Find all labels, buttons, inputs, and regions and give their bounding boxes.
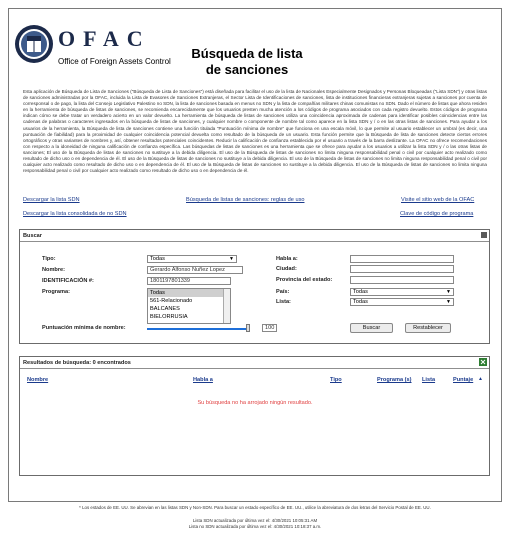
search-panel-title: Buscar (23, 233, 42, 239)
treasury-seal-icon (14, 24, 54, 64)
visit-ofac-link[interactable]: Visite el sitio web de la OFAC (401, 197, 475, 203)
min-score-slider-thumb[interactable] (246, 324, 250, 332)
program-option[interactable]: 561-Relacionado (150, 298, 193, 304)
id-label: IDENTIFICACIÓN #: (42, 278, 94, 284)
program-listbox[interactable] (147, 288, 231, 324)
logo-wordmark: OFAC (58, 26, 151, 51)
address-label: Habla a: (276, 256, 298, 262)
sort-icon[interactable]: ▲ (478, 376, 483, 382)
col-programs-header[interactable]: Programa (s) (377, 377, 412, 383)
state-label: Provincia del estado: (276, 277, 333, 283)
col-list-header[interactable]: Lista (422, 377, 436, 383)
intro-paragraph: Esta aplicación de Búsqueda de Lista de Sanciones ("Búsqueda de Lista de Sanciones") está diseñada para facilitar el uso de la lista de Nacionales Especialmente Designados y Personas Bloqueadas ("Lista SDN") y otras listas de sanciones administradas por la OFAC, incluida la Lista de Evasores de Sanciones Extranjeras, el Sector Lista de Identificaciones de sanciones, lista de instituciones financieras extranjeras sujetas a sanciones por cuenta de corresponsal o de pago, la lista del Consejo Legislativo Palestino no SDN, la lista de sanciones basada en menus no SDN y la lista de compañías militares chinas comunistas no SDN. Dado el número de listas que ahora residen en la herramienta de búsqueda de listas de sanciones, se recomienda encarecidamente que los usuarios presten mucha atención a los códigos de programa asociados con cada registro devuelto. Estos códigos de programa indican cómo se debe tratar un verdadero acierto en un valor devuelto. La herramienta de búsqueda de listas de sanciones utiliza una coincidencia aproximada de cadenas para identificar posibles coincidencias entre las cadenas de palabras o caracteres ingresados en la búsqueda de listas de sanciones, y cualquier nombre o componente de nombre tal como aparece en la lista SDN y / o en las otras listas de sanciones. Para ayudar a los usuarios de la herramienta, la Búsqueda de lista de sanciones contiene una función titulada "Puntuación mínima de nombre" que funciona en una escala móvil, lo que permite al usuario establecer un umbral (es decir, una puntuación de fiabilidad) para la proximidad de cualquier coincidencia potencial devuelta como resultado de la búsqueda de un usuario. Esta función permite que la Búsqueda de lista de sanciones detecte ciertos errores ortográficos y otras variantes de nombres y, así, obtener resultados potenciales coincidentes. Reducir la calificación de confianza establecida por el usuario a través de la barra deslizante. La OFAC no ofrece recomendaciones con respecto a la idoneidad de ninguna calificación de confianza específica. Las búsquedas de listas de sanciones es una herramienta que se ofrece para ayudar a los usuarios a utilizar la lista SDN y / o las otras listas de sanciones; El uso de la Búsqueda de listas de sanciones no sustituye a la debida diligencia. El uso de la Búsqueda de listas de sanciones no limita ninguna responsabilidad penal o civil por cualquier acto realizado como resultado de dicho uso o en dependencia de él. El uso de la Búsqueda de listas de sanciones no sustituye a la debida diligencia. El uso de la Búsqueda de listas de sanciones no limita ninguna responsabilidad penal o civil por cualquier acto realizado como resultado de dicho uso o en dependencia de él. El uso de la Búsqueda de listas de sanciones no sustituye a la debida diligencia. El uso de la Búsqueda de listas de sanciones no limita ninguna responsabilidad penal o civil por cualquier acto realizado como resultado de dicho uso o en dependencia de él. (23, 89, 487, 174)
id-input[interactable]: 1801197801339 (147, 277, 231, 285)
program-option[interactable]: BALCANES (150, 306, 180, 312)
country-select-value: Todas (353, 289, 368, 295)
list-select-value: Todas (353, 299, 368, 305)
search-button[interactable]: Buscar (350, 323, 393, 333)
search-panel-header (20, 230, 489, 242)
collapse-icon[interactable] (481, 232, 487, 238)
results-panel-title: Resultados de búsqueda: 0 encontrados (23, 360, 131, 366)
country-label: País: (276, 289, 290, 295)
type-label: Tipo: (42, 256, 56, 262)
non-sdn-updated-text: Lista no SDN actualizada por última vez el: 4/30/2021 10:18:37 a.m. (188, 524, 322, 529)
col-type-header[interactable]: Tipo (330, 377, 342, 383)
min-score-slider[interactable] (147, 328, 247, 330)
program-label: Programa: (42, 289, 70, 295)
col-name-header[interactable]: Nombre (27, 377, 49, 383)
name-label: Nombre: (42, 267, 65, 273)
download-sdn-link[interactable]: Descargar la lista SDN (23, 197, 80, 203)
results-panel (19, 356, 490, 476)
chevron-down-icon: ▼ (446, 289, 451, 295)
col-address-header[interactable]: Habla a (193, 377, 213, 383)
name-input[interactable]: Gerardo Alfonso Nuñez Lopez (147, 266, 243, 274)
chevron-down-icon: ▼ (229, 256, 234, 262)
country-select[interactable] (350, 288, 454, 296)
program-option[interactable]: Todas (148, 289, 230, 297)
col-score-header[interactable]: Puntaje (453, 377, 474, 383)
reset-button[interactable]: Restablecer (405, 323, 451, 333)
search-rules-link[interactable]: Búsqueda de listas de sanciones: reglas de uso (186, 197, 305, 203)
no-results-message: Su búsqueda no ha arrojado ningún resultado. (197, 400, 313, 406)
download-consolidated-link[interactable]: Descargar la lista consolidada de no SDN (23, 211, 127, 217)
min-score-value[interactable]: 100 (262, 324, 277, 332)
page-title: Búsqueda de lista de sanciones (191, 46, 303, 77)
city-label: Ciudad: (276, 266, 297, 272)
footer-note: * Los estados de EE. UU. Se abrevian en las listas SDN y Non-SDN. Para buscar un estado específico de EE. UU., utilice la abreviatura de dos letras del Servicio Postal de EE. UU. (79, 505, 431, 510)
type-select-value: Todas (150, 256, 165, 262)
min-score-label: Puntuación mínima de nombre: (42, 325, 126, 331)
address-input[interactable] (350, 255, 454, 263)
program-scrollbar[interactable] (223, 289, 230, 323)
city-input[interactable] (350, 265, 454, 273)
chevron-down-icon: ▼ (446, 299, 451, 305)
type-select[interactable] (147, 255, 237, 263)
program-key-link[interactable]: Clave de código de programa (400, 211, 474, 217)
logo-subtitle: Office of Foreign Assets Control (58, 57, 171, 66)
ofac-logo[interactable] (14, 24, 171, 70)
sdn-updated-text: Lista SDN actualizada por última vez el: 4/30/2021 10:05:31 AM (192, 518, 318, 523)
excel-export-icon[interactable] (479, 358, 487, 366)
results-panel-header (20, 357, 489, 369)
program-option[interactable]: BIELORRUSIA (150, 314, 188, 320)
list-select[interactable] (350, 298, 454, 306)
list-label: Lista: (276, 299, 291, 305)
state-input[interactable] (350, 276, 454, 284)
